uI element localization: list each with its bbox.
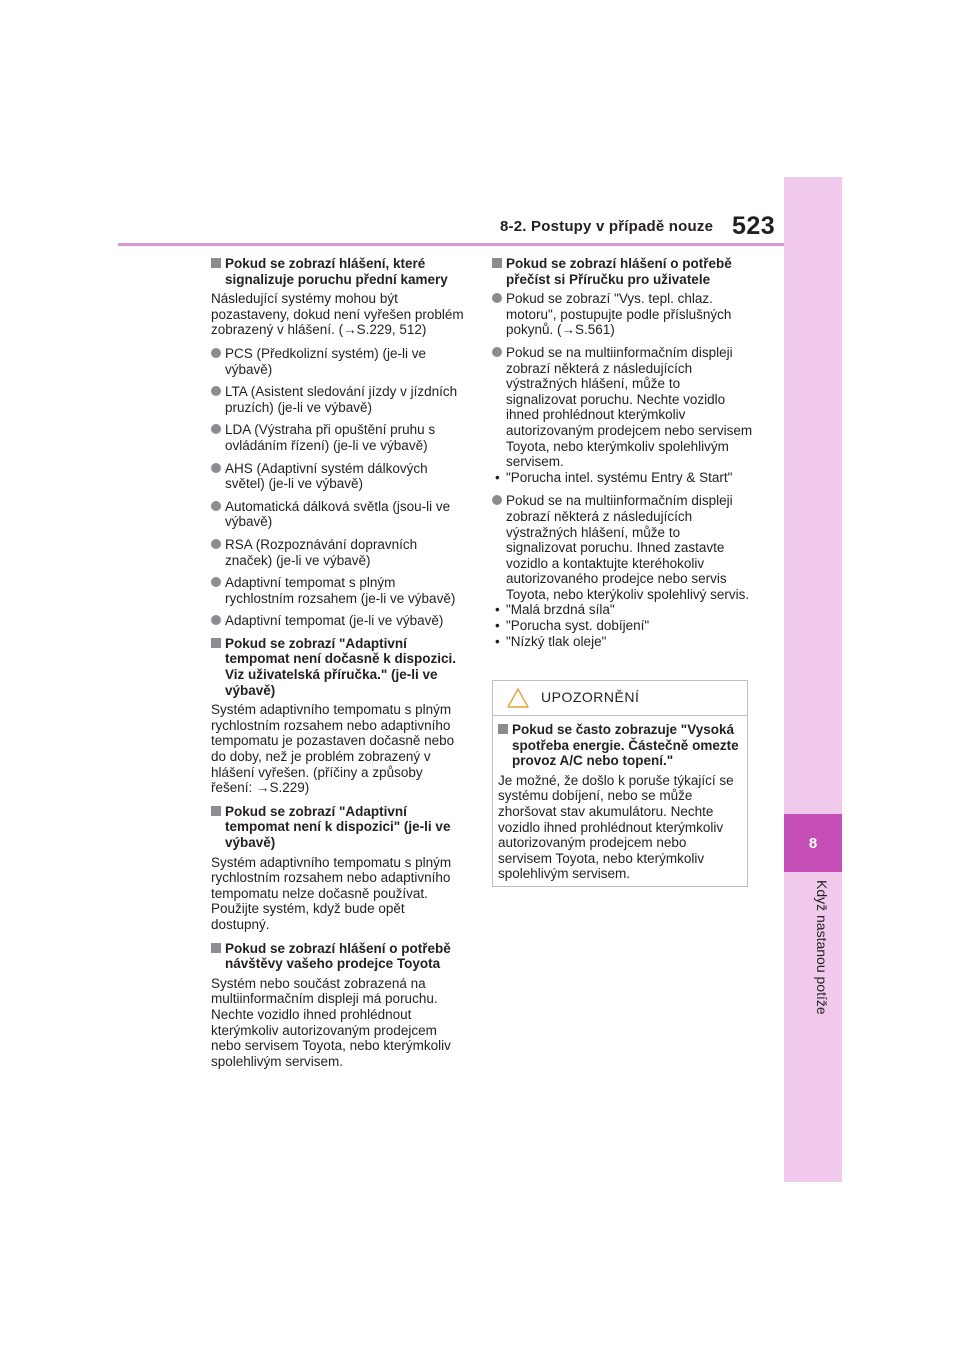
heading-cruise-temporarily-unavailable xyxy=(211,636,466,698)
circle-bullet-icon xyxy=(492,347,502,357)
list-item xyxy=(492,493,754,602)
caution-box xyxy=(492,680,748,887)
chapter-title: Když nastanou potíže xyxy=(814,880,830,1015)
message-text: "Nízký tlak oleje" xyxy=(506,633,607,649)
paragraph: Systém adaptivního tempomatu s plným rychlostním rozsahem nebo adaptivního tempomatu je pozastaven dočasně nebo do doby, než je problém zobrazený v hlášení vyřešen. (příčiny a způsoby řešení: →S.229) xyxy=(211,702,455,796)
square-bullet-icon xyxy=(498,724,508,734)
message-text: "Porucha syst. dobíjení" xyxy=(506,618,650,634)
list-item-text: Pokud se zobrazí "Vys. tepl. chlaz. motoru", postupujte podle příslušných pokynů. (→S.561) xyxy=(506,291,732,338)
heading-front-camera xyxy=(211,256,466,287)
list-item-text: AHS (Adaptivní systém dálkových světel) (je-li ve výbavě) xyxy=(225,460,428,492)
list-item-text: RSA (Rozpoznávání dopravních značek) (je-li ve výbavě) xyxy=(225,536,418,568)
caution-heading xyxy=(498,722,742,769)
dash-bullet-icon: • xyxy=(495,633,500,649)
caution-text: Je možné, že došlo k poruše týkající se systému dobíjení, nebo se může zhoršovat stav akumulátoru. Nechte vozidlo ihned prohlédnout kterýmkoliv autorizovaným prodejcem nebo servisem Toyota, nebo kterýmkoliv spolehlivým servisem. xyxy=(498,772,734,882)
warning-triangle-icon xyxy=(507,688,529,712)
heading-text: Pokud se zobrazí "Adaptivní tempomat není dočasně k dispozici. Viz uživatelská příručka." (je-li ve výbavě) xyxy=(225,635,457,698)
heading-text: Pokud se zobrazí hlášení o potřebě návštěvy vašeho prodejce Toyota xyxy=(225,940,451,972)
chapter-number: 8 xyxy=(808,834,818,852)
square-bullet-icon xyxy=(211,943,221,953)
circle-bullet-icon xyxy=(211,539,221,549)
circle-bullet-icon xyxy=(211,577,221,587)
list-item-text: Adaptivní tempomat s plným rychlostním rozsahem (je-li ve výbavě) xyxy=(225,575,456,606)
page-number: 523 xyxy=(732,212,776,240)
square-bullet-icon xyxy=(211,806,221,816)
circle-bullet-icon xyxy=(211,348,221,358)
list-item xyxy=(211,613,466,629)
paragraph: Následující systémy mohou být pozastaveny, dokud není vyřešen problém zobrazený v hlášení. (→S.229, 512) xyxy=(211,291,464,338)
circle-bullet-icon xyxy=(211,424,221,434)
heading-text: Pokud se zobrazí hlášení o potřebě přečíst si Příručku pro uživatele xyxy=(506,256,732,287)
square-bullet-icon xyxy=(211,258,221,268)
circle-bullet-icon xyxy=(492,293,502,303)
list-item xyxy=(211,422,466,453)
message-text: "Porucha intel. systému Entry & Start" xyxy=(506,469,733,485)
paragraph: Systém nebo součást zobrazená na multiinformačním displeji má poruchu. Nechte vozidlo ihned prohlédnout kterýmkoliv autorizovaným prodejcem nebo servisem Toyota, nebo kterýmkoliv spolehlivým servisem. xyxy=(211,975,451,1069)
heading-text: Pokud se zobrazí "Adaptivní tempomat není k dispozici" (je-li ve výbavě) xyxy=(225,803,451,850)
square-bullet-icon xyxy=(492,258,502,268)
dash-bullet-icon: • xyxy=(495,469,500,485)
caution-body xyxy=(493,716,747,882)
list-item xyxy=(492,291,754,338)
list-item-text: PCS (Předkolizní systém) (je-li ve výbavě) xyxy=(225,345,427,377)
list-item xyxy=(211,384,466,415)
header-rule xyxy=(118,243,784,246)
square-bullet-icon xyxy=(211,638,221,648)
caution-header xyxy=(493,681,747,716)
circle-bullet-icon xyxy=(211,615,221,625)
right-column xyxy=(492,256,754,649)
dash-bullet-icon: • xyxy=(495,602,500,618)
left-column xyxy=(211,256,466,1077)
list-item xyxy=(492,345,754,470)
heading-visit-dealer xyxy=(211,941,466,972)
list-item xyxy=(211,346,466,377)
dash-bullet-icon: • xyxy=(495,618,500,634)
caution-title: UPOZORNĚNÍ xyxy=(541,689,640,705)
message-item xyxy=(492,470,754,486)
list-item xyxy=(211,499,466,530)
message-item xyxy=(492,618,754,634)
list-item-text: Automatická dálková světla (jsou-li ve výbavě) xyxy=(225,498,451,530)
heading-text: Pokud se často zobrazuje "Vysoká spotřeba energie. Částečně omezte provoz A/C nebo topení." xyxy=(512,722,739,769)
heading-read-manual xyxy=(492,256,754,287)
list-item-text: Pokud se na multiinformačním displeji zobrazí některá z následujících výstražných hlášení, může to signalizovat poruchu. Nechte vozidlo ihned prohlédnout kterýmkoliv autorizovaným prodejcem nebo servisem Toyota, nebo kterýmkoliv spolehlivým servisem. xyxy=(506,344,753,470)
heading-text: Pokud se zobrazí hlášení, které signalizuje poruchu přední kamery xyxy=(225,256,448,287)
chapter-number-box xyxy=(784,814,842,872)
message-text: "Malá brzdná síla" xyxy=(506,602,615,618)
message-item xyxy=(492,602,754,618)
message-item xyxy=(492,634,754,650)
list-item xyxy=(211,461,466,492)
list-item-text: Adaptivní tempomat (je-li ve výbavě) xyxy=(225,613,444,629)
circle-bullet-icon xyxy=(211,463,221,473)
circle-bullet-icon xyxy=(211,386,221,396)
list-item-text: Pokud se na multiinformačním displeji zobrazí některá z následujících výstražných hlášení, může to signalizovat poruchu. Ihned zastavte vozidlo a kontaktujte kteréhokoliv autorizovaného prodejce nebo servis Toyota, nebo kterýkoliv spolehlivý servis. xyxy=(506,493,750,602)
circle-bullet-icon xyxy=(492,495,502,505)
circle-bullet-icon xyxy=(211,501,221,511)
section-title: 8-2. Postupy v případě nouze xyxy=(500,218,714,235)
list-item xyxy=(211,575,466,606)
paragraph: Systém adaptivního tempomatu s plným rychlostním rozsahem nebo adaptivního tempomatu nelze dočasně používat. Použijte systém, když bude opět dostupný. xyxy=(211,854,452,932)
list-item-text: LTA (Asistent sledování jízdy v jízdních pruzích) (je-li ve výbavě) xyxy=(225,384,458,415)
heading-cruise-unavailable xyxy=(211,804,466,851)
list-item xyxy=(211,537,466,568)
list-item-text: LDA (Výstraha při opuštění pruhu s ovládáním řízení) (je-li ve výbavě) xyxy=(225,422,436,453)
